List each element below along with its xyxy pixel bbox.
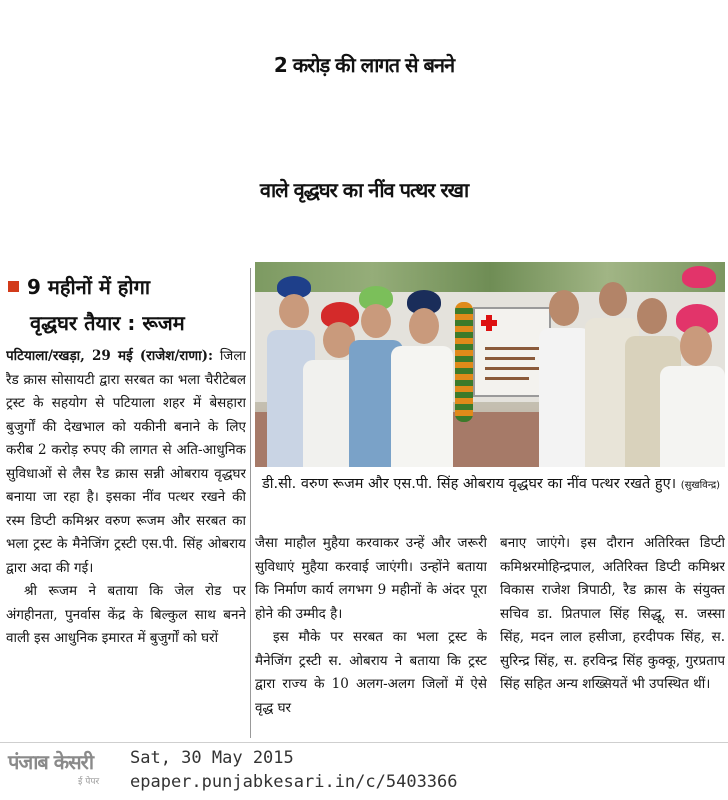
headline-line-2: वाले वृद्धघर का नींव पत्थर रखा [259,178,469,202]
epaper-url-link[interactable]: epaper.punjabkesari.in/c/5403366 [130,772,458,792]
photo-caption [258,472,724,498]
article-column-2 [255,532,487,742]
photo-trees [255,262,725,294]
dateline: पटियाला/रखड़ा, 29 मई (राजेश/राणा): [6,348,214,364]
red-cross-icon [481,315,497,331]
subheadline-text-1: 9 महीनों में होगा [27,275,151,299]
logo-name: पंजाब केसरी [8,750,94,774]
article-paragraph [6,345,246,580]
article-column-1 [6,345,246,690]
bullet-square-icon [8,281,19,292]
article-column-3 [500,532,725,742]
publication-date: Sat, 30 May 2015 [130,748,294,768]
article-paragraph: बनाए जाएंगे। इस दौरान अतिरिक्त डिप्टी कमिश्नरमोहिन्द्रपाल, अतिरिक्त डिप्टी कमिश्नर विकास राजेश त्रिपाठी, रैड क्रास के संयुक्त सचिव डा. प्रितपाल सिंह सिद्धू, स. जस्सा सिंह, मदन लाल हसीजा, हरदीपक सिंह, स. सुरिन्द्र सिंह, स. हरविन्द्र सिंह कुक्कू, गुरप्रताप सिंह सहित अन्य शख्सियतें भी उपस्थित थीं। [500,535,725,692]
article-paragraph: जैसा माहौल मुहैया करवाकर उन्हें और जरूरी सुविधाएं मुहैया करवाई जाएंगी। उन्होंने बताया कि निर्माण कार्य लगभग 9 महीनों के अंदर पूरा होने की उम्मीद है। [255,535,487,622]
news-photo [255,262,725,467]
logo-tagline: ई पेपर [78,777,100,787]
subheadline-line-2: वृद्धघर तैयार : रूजम [30,311,185,335]
person-figure [660,266,725,467]
article-paragraph: इस मौके पर सरबत का भला ट्रस्ट के मैनेजिंग ट्रस्टी स. ओबराय ने बताया कि ट्रस्ट द्वारा राज्य के 10 अलग-अलग जिलों में ऐसे वृद्ध घर [255,629,487,716]
headline-line-1: 2 करोड़ की लागत से बनने [273,53,455,77]
punjab-kesari-logo [8,748,128,792]
article-text: जिला रैड क्रास सोसायटी द्वारा सरबत का भला चैरीटेबल ट्रस्ट के सहयोग से पटियाला शहर में बेसहारा बुजुर्गों की देखभाल को यकीनी बनाने के लिए करीब 2 करोड़ रुपए की लागत से अति-आधुनिक सुविधाओं से लैस रैड क्रास सन्नी ओबराय वृद्धघर बनाया जा रहा है। इसका नींव पत्थर रखने की रस्म डिप्टी कमिश्नर वरुण रूजम और सरबत का भला ट्रस्ट के मैनेजिंग ट्रस्टी एस.पी. सिंह ओबराय द्वारा अदा की गई। [6,348,246,576]
column-divider [250,268,251,738]
photo-garland [455,302,473,422]
person-figure [387,290,457,467]
article-paragraph: श्री रूजम ने बताया कि जेल रोड पर अंगहीनता, पुनर्वास केंद्र के बिल्कुल साथ बनने वाली इस आधुनिक इमारत में बुजुर्गों को घरों [6,583,246,646]
photo-credit: (सुखविन्द्र) [680,480,721,491]
subheadline-line-1 [8,272,248,302]
caption-text: डी.सी. वरुण रूजम और एस.पी. सिंह ओबराय वृद्धघर का नींव पत्थर रखते हुए। [261,476,677,492]
